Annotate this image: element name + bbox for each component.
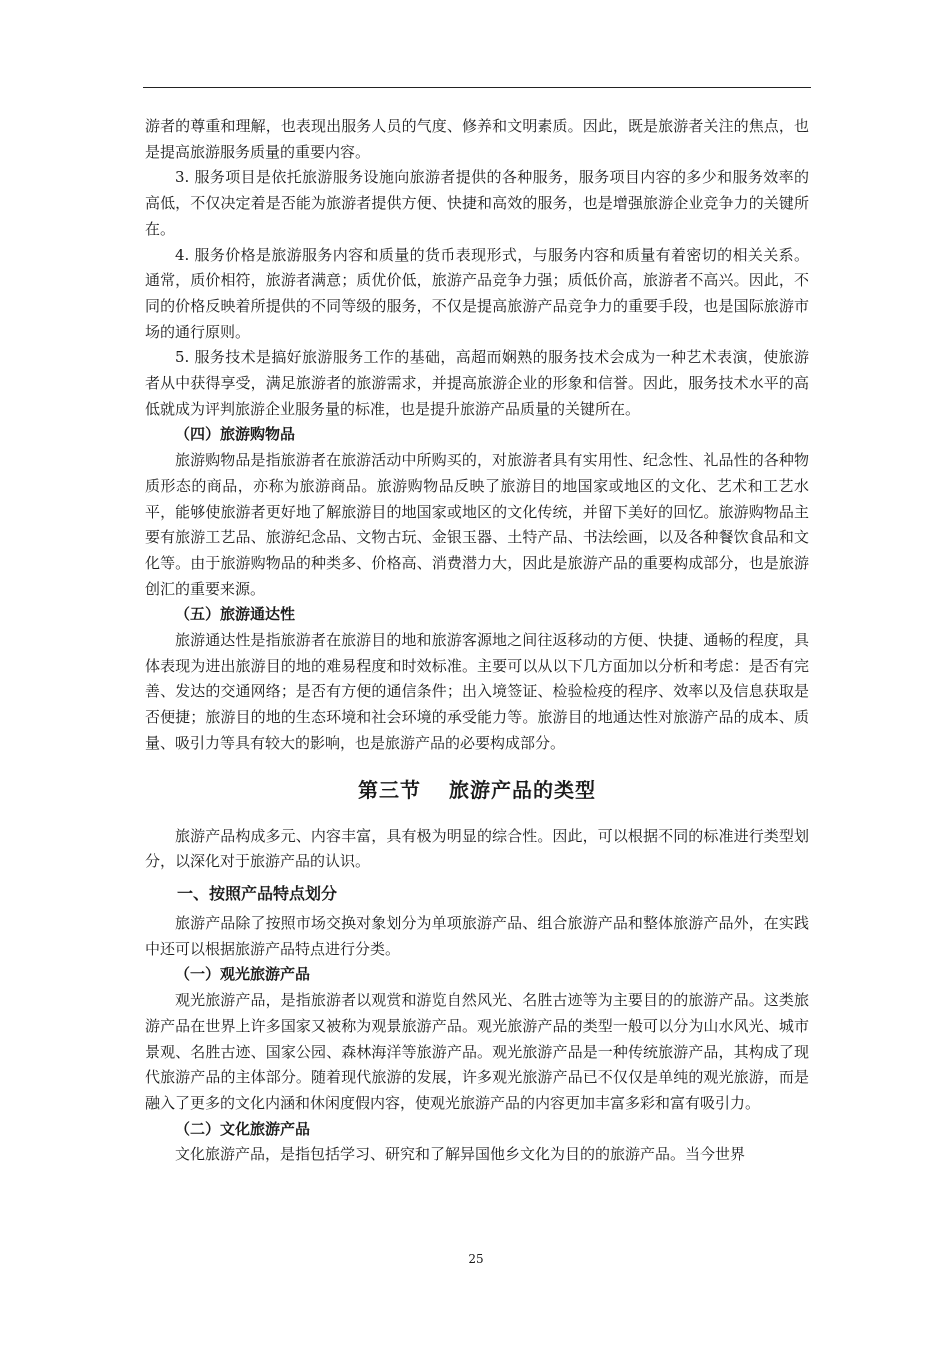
subheading-accessibility: （五）旅游通达性 (175, 605, 296, 624)
paragraph-service-price: 4. 服务价格是旅游服务内容和质量的货币表现形式，与服务内容和质量有着密切的相关关系。通常，质价相符，旅游者满意；质优价低，旅游产品竞争力强；质低价高，旅游者不高兴。因此，不同的价格反映着所提供的不同等级的服务，不仅是提高旅游产品竞争力的重要手段，也是国际旅游市场的通行原则。 (145, 245, 809, 341)
part-heading-features: 一、按照产品特点划分 (177, 883, 338, 903)
paragraph-continued: 游者的尊重和理解，也表现出服务人员的气度、修养和文明素质。因此，既是旅游者关注的焦点，也是提高旅游服务质量的重要内容。 (145, 117, 809, 161)
section-heading (145, 775, 809, 805)
paragraph-features-intro: 旅游产品除了按照市场交换对象划分为单项旅游产品、组合旅游产品和整体旅游产品外，在实践中还可以根据旅游产品特点进行分类。 (145, 913, 809, 958)
paragraph-section-intro: 旅游产品构成多元、内容丰富，具有极为明显的综合性。因此，可以根据不同的标准进行类型划分，以深化对于旅游产品的认识。 (145, 826, 809, 871)
paragraph-service-items: 3. 服务项目是依托旅游服务设施向旅游者提供的各种服务，服务项目内容的多少和服务效率的高低，不仅决定着是否能为旅游者提供方便、快捷和高效的服务，也是增强旅游企业竞争力的关键所在。 (145, 168, 809, 238)
paragraph-accessibility: 旅游通达性是指旅游者在旅游目的地和旅游客源地之间往返移动的方便、快捷、通畅的程度，具体表现为进出旅游目的地的难易程度和时效标准。主要可以从以下几方面加以分析和考虑：是否有完善、发达的交通网络；是否有方便的通信条件；出入境签证、检验检疫的程序、效率以及信息获取是否便捷；旅游目的地的生态环境和社会环境的承受能力等。旅游目的地通达性对旅游产品的成本、质量、吸引力等具有较大的影响，也是旅游产品的必要构成部分。 (145, 631, 809, 752)
paragraph-sightseeing: 观光旅游产品，是指旅游者以观赏和游览自然风光、名胜古迹等为主要目的的旅游产品。这类旅游产品在世界上许多国家又被称为观景旅游产品。观光旅游产品的类型一般可以分为山水风光、城市景观、名胜古迹、国家公园、森林海洋等旅游产品。观光旅游产品是一种传统旅游产品，其构成了现代旅游产品的主体部分。随着现代旅游的发展，许多观光旅游产品已不仅仅是单纯的观光旅游，而是融入了更多的文化内涵和休闲度假内容，使观光旅游产品的内容更加丰富多彩和富有吸引力。 (145, 991, 809, 1112)
section-title: 旅游产品的类型 (449, 777, 596, 802)
page-body (145, 114, 809, 1168)
subheading-cultural: （二）文化旅游产品 (175, 1119, 311, 1138)
paragraph-shopping: 旅游购物品是指旅游者在旅游活动中所购买的，对旅游者具有实用性、纪念性、礼品性的各种物质形态的商品，亦称为旅游商品。旅游购物品反映了旅游目的地国家或地区的文化、艺术和工艺水平，能够使旅游者更好地了解旅游目的地国家或地区的文化传统，并留下美好的回忆。旅游购物品主要有旅游工艺品、旅游纪念品、文物古玩、金银玉器、土特产品、书法绘画，以及各种餐饮食品和文化等。由于旅游购物品的种类多、价格高、消费潜力大，因此是旅游产品的重要构成部分，也是旅游创汇的重要来源。 (145, 451, 809, 598)
section-number: 第三节 (358, 777, 421, 802)
subheading-shopping: （四）旅游购物品 (175, 425, 296, 444)
paragraph-cultural: 文化旅游产品，是指包括学习、研究和了解异国他乡文化为目的的旅游产品。当今世界 (175, 1145, 746, 1164)
header-rule (143, 87, 811, 88)
subheading-sightseeing: （一）观光旅游产品 (175, 965, 311, 984)
page-number: 25 (468, 1252, 484, 1266)
paragraph-service-technique: 5. 服务技术是搞好旅游服务工作的基础，高超而娴熟的服务技术会成为一种艺术表演，使旅游者从中获得享受，满足旅游者的旅游需求，并提高旅游企业的形象和信誉。因此，服务技术水平的高低就成为评判旅游企业服务量的标准，也是提升旅游产品质量的关键所在。 (145, 348, 809, 418)
